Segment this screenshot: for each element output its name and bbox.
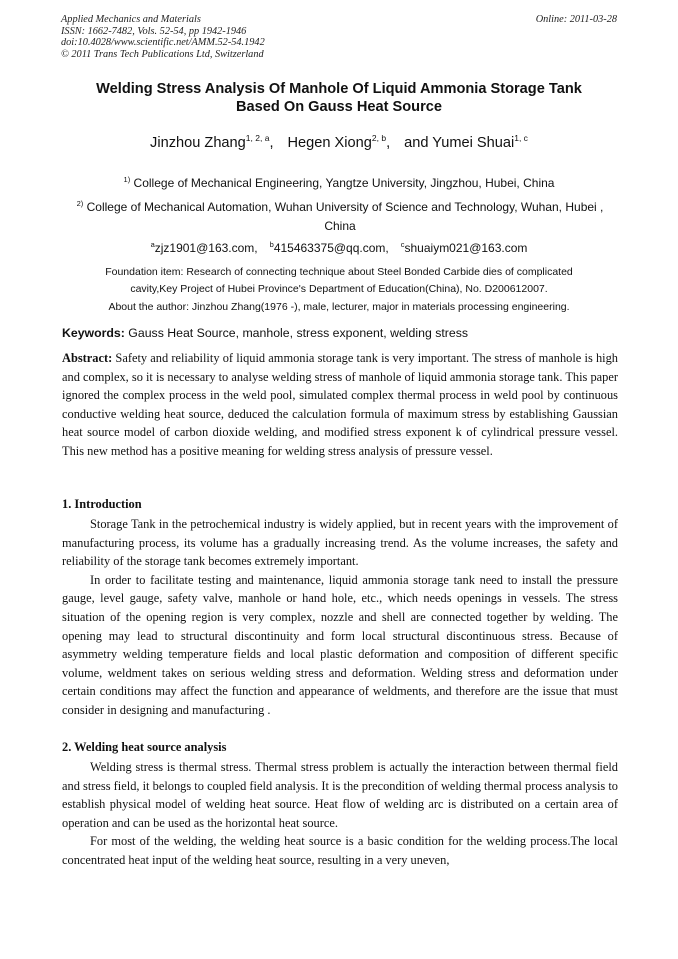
keywords-text: Gauss Heat Source, manhole, stress exponent, welding stress bbox=[128, 326, 468, 340]
about-author: About the author: Jinzhou Zhang(1976 -), male, lecturer, major in materials processing engineering. bbox=[108, 301, 570, 313]
foundation-line-2: cavity,Key Project of Hubei Province's Department of Education(China), No. D200612007. bbox=[130, 283, 548, 295]
section-body-heat-source bbox=[62, 758, 618, 870]
email-address: shuaiym021@163.com bbox=[404, 241, 528, 255]
keywords-label: Keywords: bbox=[62, 326, 125, 340]
copyright-line: © 2011 Trans Tech Publications Ltd, Switzerland bbox=[61, 48, 264, 60]
author-superscript: 2, b bbox=[371, 133, 387, 143]
affiliation-mark: 2) bbox=[76, 199, 84, 208]
affiliation-2 bbox=[62, 194, 618, 236]
email-mark: c bbox=[400, 240, 405, 249]
author-separator: , bbox=[269, 135, 274, 151]
body-paragraph: Storage Tank in the petrochemical industry is widely applied, but in recent years with the improvement of manufacturing process, its volume has a gradually increasing trend. As the volume increases, the safety and reliability of the storage tank becomes extremely important. bbox=[62, 517, 618, 569]
section-body-introduction bbox=[62, 515, 618, 720]
body-paragraph: For most of the welding, the welding heat source is a basic condition for the welding process.The local concentrated heat input of the welding heat source, resulting in a very uneven, bbox=[62, 834, 618, 867]
affiliation-text: College of Mechanical Engineering, Yangtze University, Jingzhou, Hubei, China bbox=[133, 176, 555, 190]
email-list bbox=[0, 240, 678, 255]
abstract-text: Safety and reliability of liquid ammonia storage tank is very important. The stress of manhole is high and complex, so it is necessary to analyse welding stress of manhole of liquid ammonia storage tank. This paper ignored the complex process in the weld pool, simulated complex thermal process in weld pool by continuous conductive welding heat source, deduced the calculation formula of maximum stress by establishing Gaussian heat source model of carbon dioxide welding, and modified stress exponent k of cylindrical pressure vessel. This new method has a positive meaning for welding stress analysis of pressure vessel. bbox=[62, 351, 618, 458]
online-date: Online: 2011-03-28 bbox=[535, 14, 617, 25]
paper-title bbox=[40, 80, 638, 116]
foundation-line-1: Foundation item: Research of connecting technique about Steel Bonded Carbide dies of complicated bbox=[105, 266, 573, 278]
title-line-1: Welding Stress Analysis Of Manhole Of Liquid Ammonia Storage Tank bbox=[96, 81, 582, 97]
title-line-2: Based On Gauss Heat Source bbox=[235, 99, 442, 115]
doi-line: doi:10.4028/www.scientific.net/AMM.52-54.1942 bbox=[61, 37, 265, 48]
email-address: 415463375@qq.com, bbox=[273, 241, 389, 255]
affiliation-text: College of Mechanical Automation, Wuhan University of Science and Technology, Wuhan, Hubei , China bbox=[86, 200, 604, 233]
email-mark: a bbox=[150, 240, 155, 249]
email-mark: b bbox=[269, 240, 274, 249]
section-heading-introduction: 1. Introduction bbox=[62, 497, 142, 511]
journal-name: Applied Mechanics and Materials bbox=[61, 14, 201, 25]
author-name: Hegen Xiong bbox=[287, 135, 372, 151]
body-paragraph: In order to facilitate testing and maintenance, liquid ammonia storage tank need to install the pressure gauge, level gauge, safety valve, manhole or hand hole, etc., which needs openings in vessels. The stress situation of the opening region is very complex, nozzle and shell are connected together by welding. The opening may lead to structural discontinuity and form local structural discontinuous stress. Because of asymmetry welding temperature fields and local plastic deformation and composition of different specific volume, weldment takes on serious welding stress and deformation. Welding stress and deformation under certain conditions may affect the function and appearance of weldments, and therefore are the issue that must consider in designing and manufacturing . bbox=[62, 572, 618, 717]
email-address: zjz1901@163.com, bbox=[154, 241, 258, 255]
foundation-note bbox=[78, 264, 600, 298]
author-name: and Yumei Shuai bbox=[404, 135, 515, 151]
abstract-label: Abstract: bbox=[62, 351, 113, 365]
keywords-line bbox=[62, 326, 618, 340]
author-list bbox=[0, 133, 678, 151]
body-paragraph: Welding stress is thermal stress. Thermal stress problem is actually the interaction between thermal field and stress field, it belongs to coupled field analysis. It is the precondition of welding thermal process analysis to establish physical model of welding heat source. Heat flow of welding arc is distributed on a certain area of operation and can be used as the horizontal heat source. bbox=[62, 760, 618, 830]
abstract-paragraph bbox=[62, 349, 618, 461]
author-superscript: 1, c bbox=[514, 133, 528, 143]
affiliation-mark: 1) bbox=[123, 175, 131, 184]
author-name: Jinzhou Zhang bbox=[150, 135, 246, 151]
section-heading-heat-source: 2. Welding heat source analysis bbox=[62, 740, 227, 754]
affiliation-1 bbox=[0, 170, 678, 193]
author-separator: , bbox=[386, 135, 391, 151]
issn-line: ISSN: 1662-7482, Vols. 52-54, pp 1942-1946 bbox=[61, 25, 247, 37]
journal-header bbox=[61, 14, 617, 60]
author-superscript: 1, 2, a bbox=[245, 133, 270, 143]
